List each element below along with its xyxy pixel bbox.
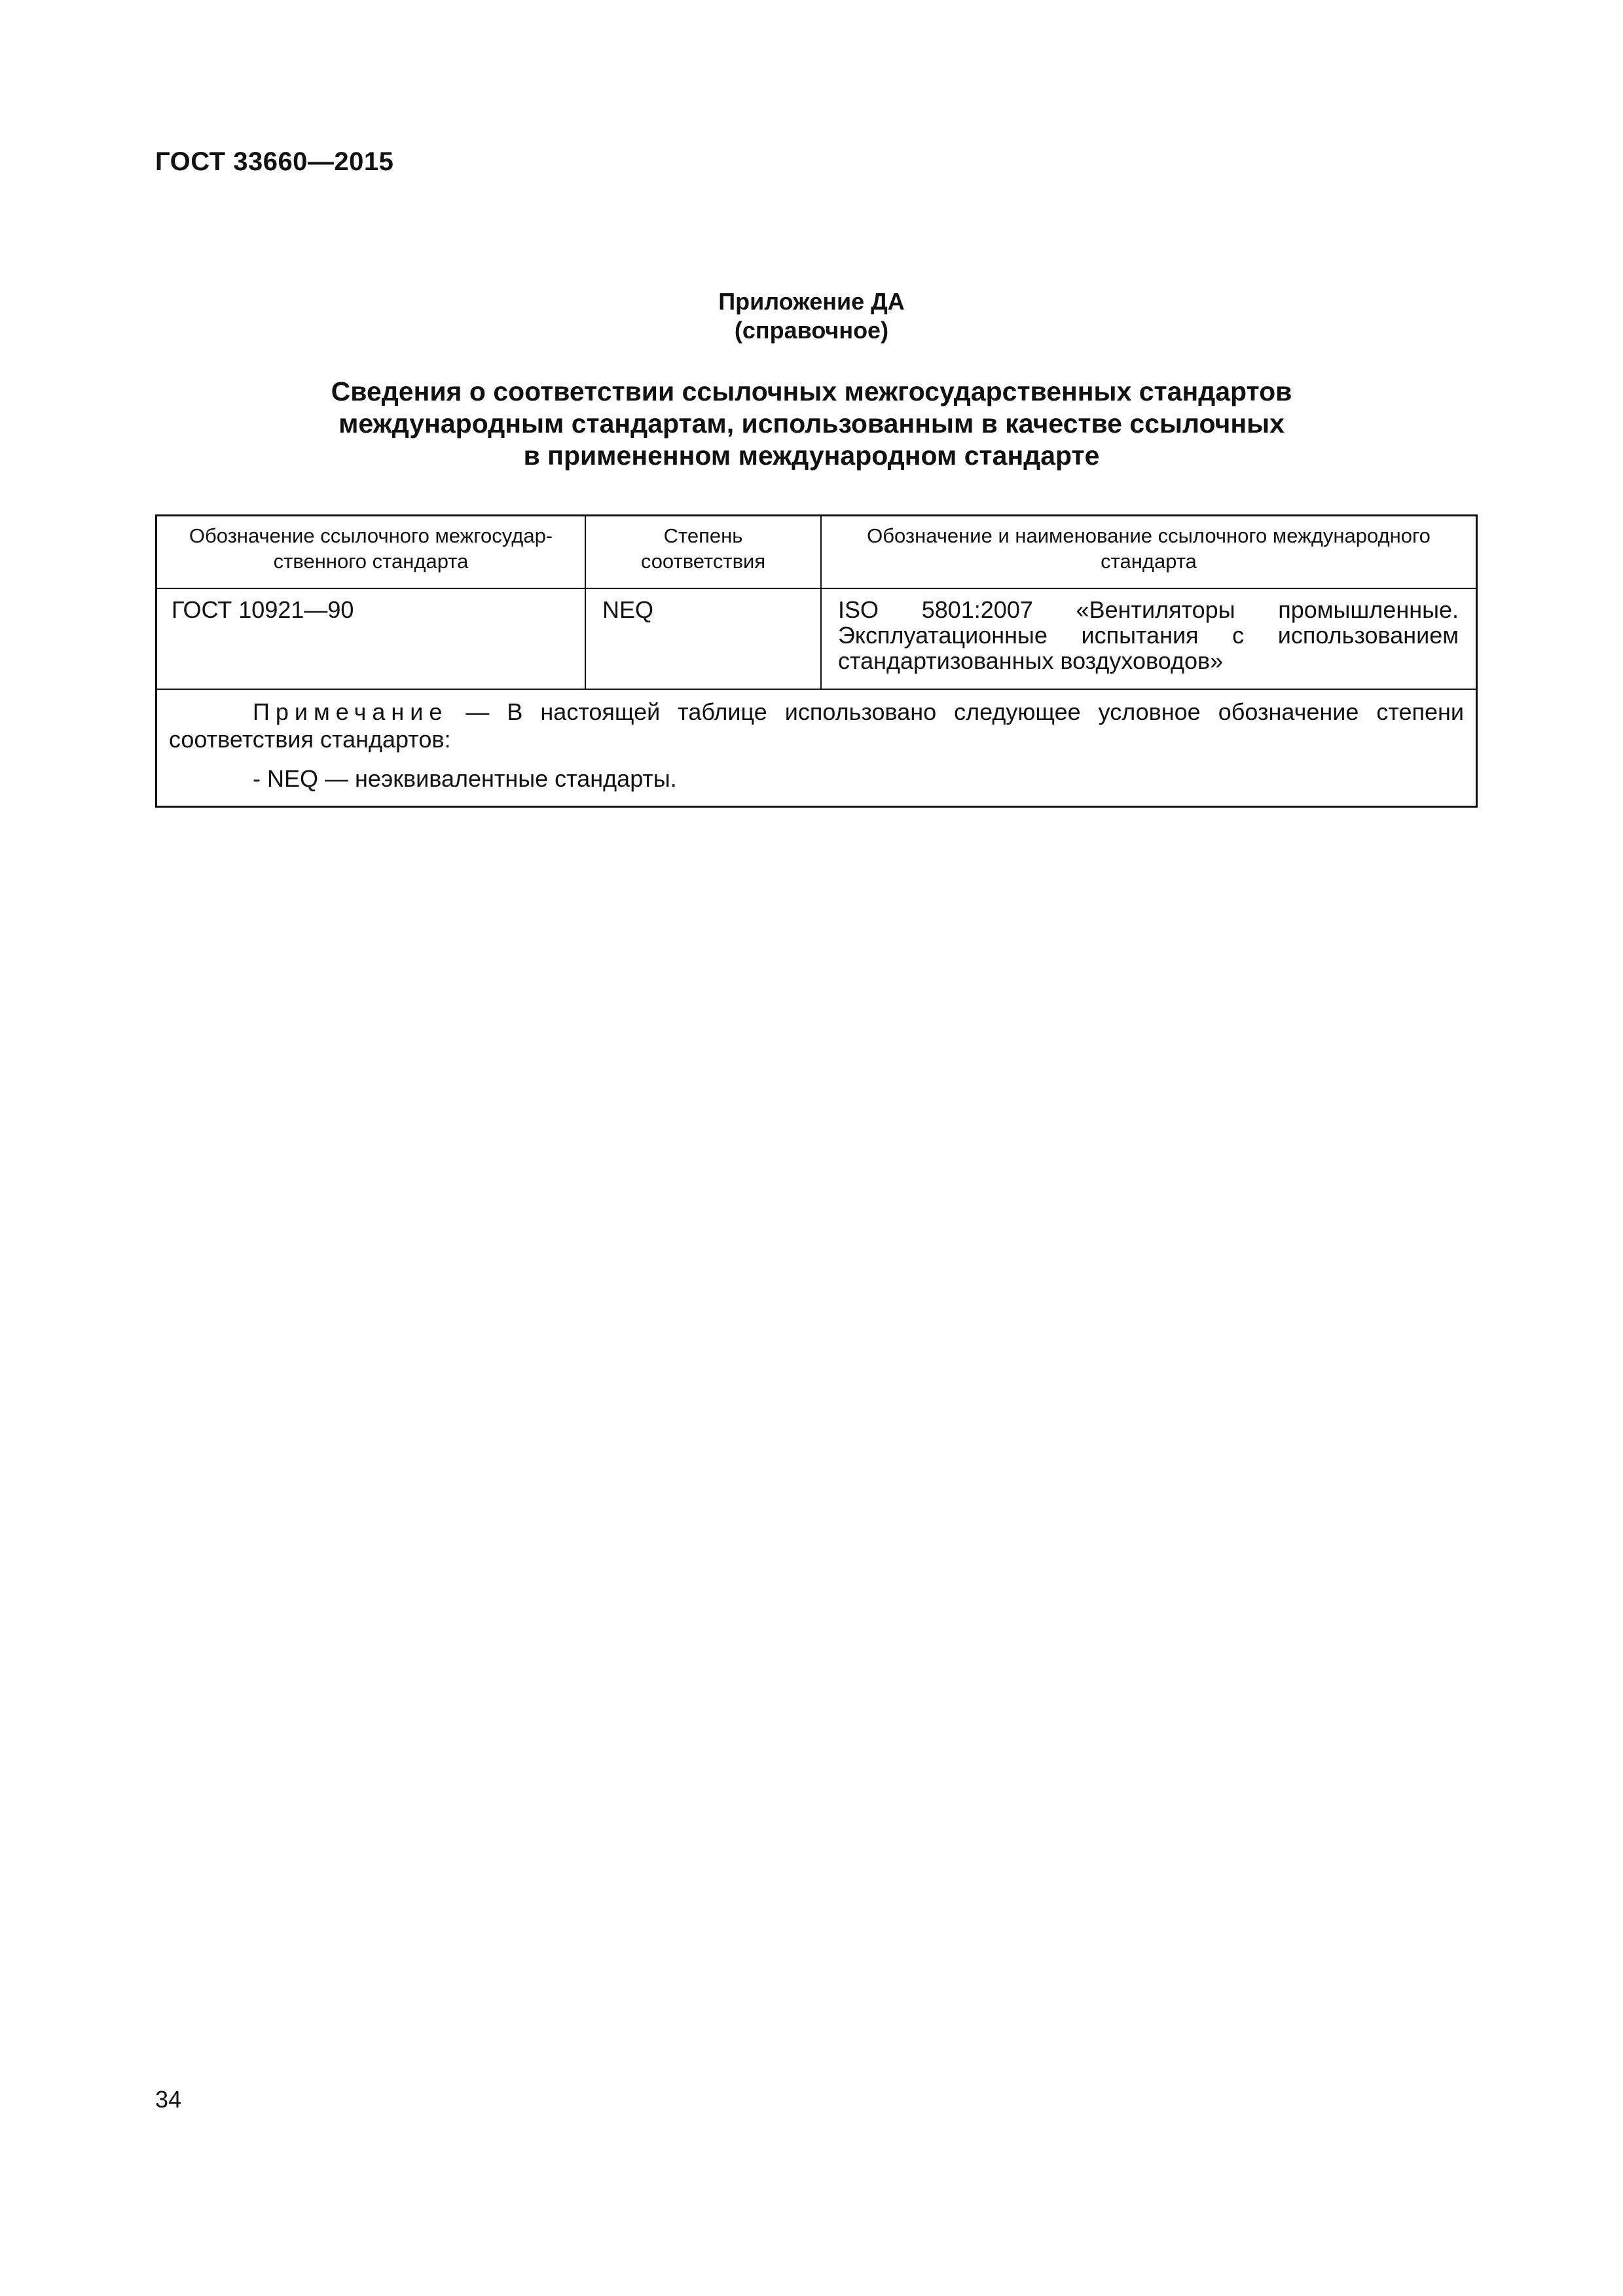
column-header-international: Обозначение и наименование ссылочного международного стандарта [867, 524, 1431, 573]
conformity-table [155, 514, 1478, 808]
page-number: 34 [155, 2086, 182, 2113]
heading-line: в примененном международном стандарте [523, 440, 1100, 471]
document-code: ГОСТ 33660—2015 [155, 147, 394, 176]
note-item: - NEQ — неэквивалентные стандарты. [253, 765, 677, 792]
table-cell-standard: ГОСТ 10921—90 [172, 596, 354, 623]
table-cell-international: ISO 5801:2007 «Вентиляторы промышленные. Эксплуатационные испытания с использованием стандартизованных воздуховодов» [838, 596, 1459, 674]
note-paragraph: Примечание — В настоящей таблице использовано следующее условное обозначение степени соответствия стандартов: [169, 698, 1465, 753]
section-heading [0, 376, 1623, 472]
annex-title: Приложение ДА [718, 288, 905, 315]
table-cell-degree: NEQ [602, 596, 654, 623]
heading-line: Сведения о соответствии ссылочных межгосударственных стандартов [331, 376, 1292, 406]
annex-kind: (справочное) [734, 317, 889, 344]
note-text: В настоящей таблице использовано следующее условное обозначение степени соответствия стандартов: [169, 698, 1465, 753]
heading-line: международным стандартам, использованным в качестве ссылочных [338, 408, 1285, 439]
table-note [169, 698, 1464, 793]
column-header-degree: Степень соответствия [640, 524, 766, 573]
row-divider [157, 689, 1476, 690]
note-label: Примечание [253, 698, 448, 725]
row-divider [157, 588, 1476, 589]
column-header-standard: Обозначение ссылочного межгосудар- ственного стандарта [189, 524, 553, 573]
